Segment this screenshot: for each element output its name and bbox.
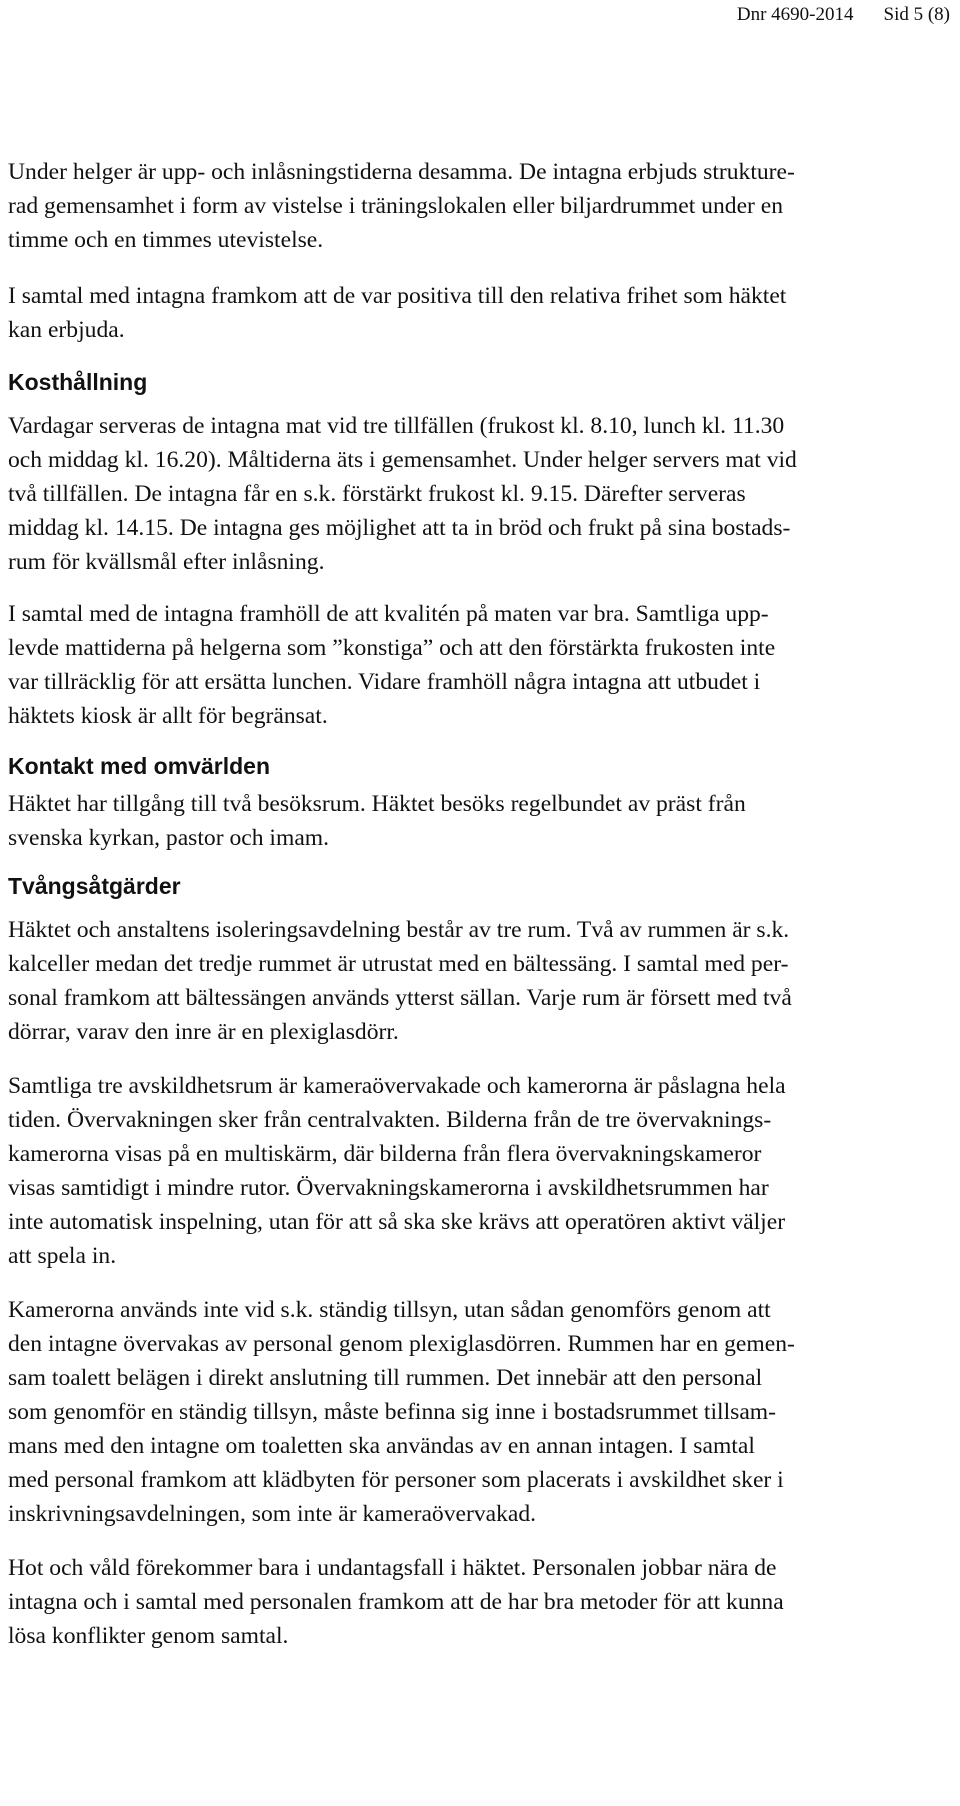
text-line: Häktet har tillgång till två besöksrum. Häktet besöks regelbundet av präst från <box>8 791 746 817</box>
paragraph-kameraovervakning <box>8 1069 943 1273</box>
text-line: Vardagar serveras de intagna mat vid tre tillfällen (frukost kl. 8.10, lunch kl. 11.30 <box>8 413 785 439</box>
text-line: häktets kiosk är allt för begränsat. <box>8 703 328 729</box>
page-header <box>737 4 950 26</box>
text-line: sam toalett belägen i direkt anslutning till rummen. Det innebär att den personal <box>8 1365 763 1391</box>
document-body <box>8 155 943 1653</box>
text-line: I samtal med intagna framkom att de var positiva till den relativa frihet som häktet <box>8 283 787 309</box>
text-line: visas samtidigt i mindre rutor. Övervakningskamerorna i avskildhetsrummen har <box>8 1175 769 1201</box>
text-line: mans med den intagne om toaletten ska användas av en annan intagen. I samtal <box>8 1433 755 1459</box>
text-line: med personal framkom att klädbyten för personer som placerats i avskildhet sker i <box>8 1467 784 1493</box>
text-line: sonal framkom att bältessängen används ytterst sällan. Varje rum är försett med två <box>8 985 792 1011</box>
text-line: rum för kvällsmål efter inlåsning. <box>8 549 325 575</box>
paragraph-maten <box>8 597 943 733</box>
text-line: Under helger är upp- och inlåsningstiderna desamma. De intagna erbjuds strukture- <box>8 159 795 185</box>
text-line: inte automatisk inspelning, utan för att så ska ske krävs att operatören aktivt väljer <box>8 1209 786 1235</box>
text-line: levde mattiderna på helgerna som ”konstiga” och att den förstärkta frukosten inte <box>8 635 776 661</box>
paragraph-standig-tillsyn <box>8 1293 943 1531</box>
text-line: kan erbjuda. <box>8 317 125 343</box>
text-line: inskrivningsavdelningen, som inte är kameraövervakad. <box>8 1501 537 1527</box>
text-line: och middag kl. 16.20). Måltiderna äts i gemensamhet. Under helger servers mat vid <box>8 447 797 473</box>
text-line: dörrar, varav den inre är en plexiglasdörr. <box>8 1019 399 1045</box>
text-line: timme och en timmes utevistelse. <box>8 227 324 253</box>
text-line: kamerorna visas på en multiskärm, där bilderna från flera övervakningskameror <box>8 1141 762 1167</box>
text-line: att spela in. <box>8 1243 117 1269</box>
paragraph-hot-och-vald <box>8 1551 943 1653</box>
text-line: två tillfällen. De intagna får en s.k. förstärkt frukost kl. 9.15. Därefter serveras <box>8 481 746 507</box>
paragraph-helger <box>8 155 943 257</box>
heading-kontakt: Kontakt med omvärlden <box>8 753 270 779</box>
text-line: middag kl. 14.15. De intagna ges möjlighet att ta in bröd och frukt på sina bostads- <box>8 515 791 541</box>
text-line: Kamerorna används inte vid s.k. ständig tillsyn, utan sådan genomförs genom att <box>8 1297 771 1323</box>
text-line: den intagne övervakas av personal genom plexiglasdörren. Rummen har en gemen- <box>8 1331 795 1357</box>
text-line: intagna och i samtal med personalen framkom att de har bra metoder för att kunna <box>8 1589 784 1615</box>
text-line: lösa konflikter genom samtal. <box>8 1623 289 1649</box>
document-number: Dnr 4690-2014 <box>736 4 854 25</box>
text-line: I samtal med de intagna framhöll de att kvalitén på maten var bra. Samtliga upp- <box>8 601 769 627</box>
text-line: som genomför en ständig tillsyn, måste befinna sig inne i bostadsrummet tillsam- <box>8 1399 776 1425</box>
paragraph-mattider <box>8 409 943 579</box>
text-line: Samtliga tre avskildhetsrum är kameraövervakade och kamerorna är påslagna hela <box>8 1073 786 1099</box>
text-line: var tillräcklig för att ersätta lunchen. Vidare framhöll några intagna att utbudet i <box>8 669 761 695</box>
text-line: Häktet och anstaltens isoleringsavdelning består av tre rum. Två av rummen är s.k. <box>8 917 790 943</box>
paragraph-besoksrum <box>8 787 943 855</box>
paragraph-frihet <box>8 279 943 347</box>
page-number: Sid 5 (8) <box>883 4 950 25</box>
heading-kosthallning: Kosthållning <box>8 369 148 395</box>
heading-tvangsatgarder: Tvångsåtgärder <box>8 873 181 899</box>
paragraph-isolering <box>8 913 943 1049</box>
text-line: tiden. Övervakningen sker från centralvakten. Bilderna från de tre övervaknings- <box>8 1107 772 1133</box>
text-line: rad gemensamhet i form av vistelse i träningslokalen eller biljardrummet under en <box>8 193 784 219</box>
text-line: kalceller medan det tredje rummet är utrustat med en bältessäng. I samtal med per- <box>8 951 789 977</box>
text-line: Hot och våld förekommer bara i undantagsfall i häktet. Personalen jobbar nära de <box>8 1555 777 1581</box>
text-line: svenska kyrkan, pastor och imam. <box>8 825 330 851</box>
